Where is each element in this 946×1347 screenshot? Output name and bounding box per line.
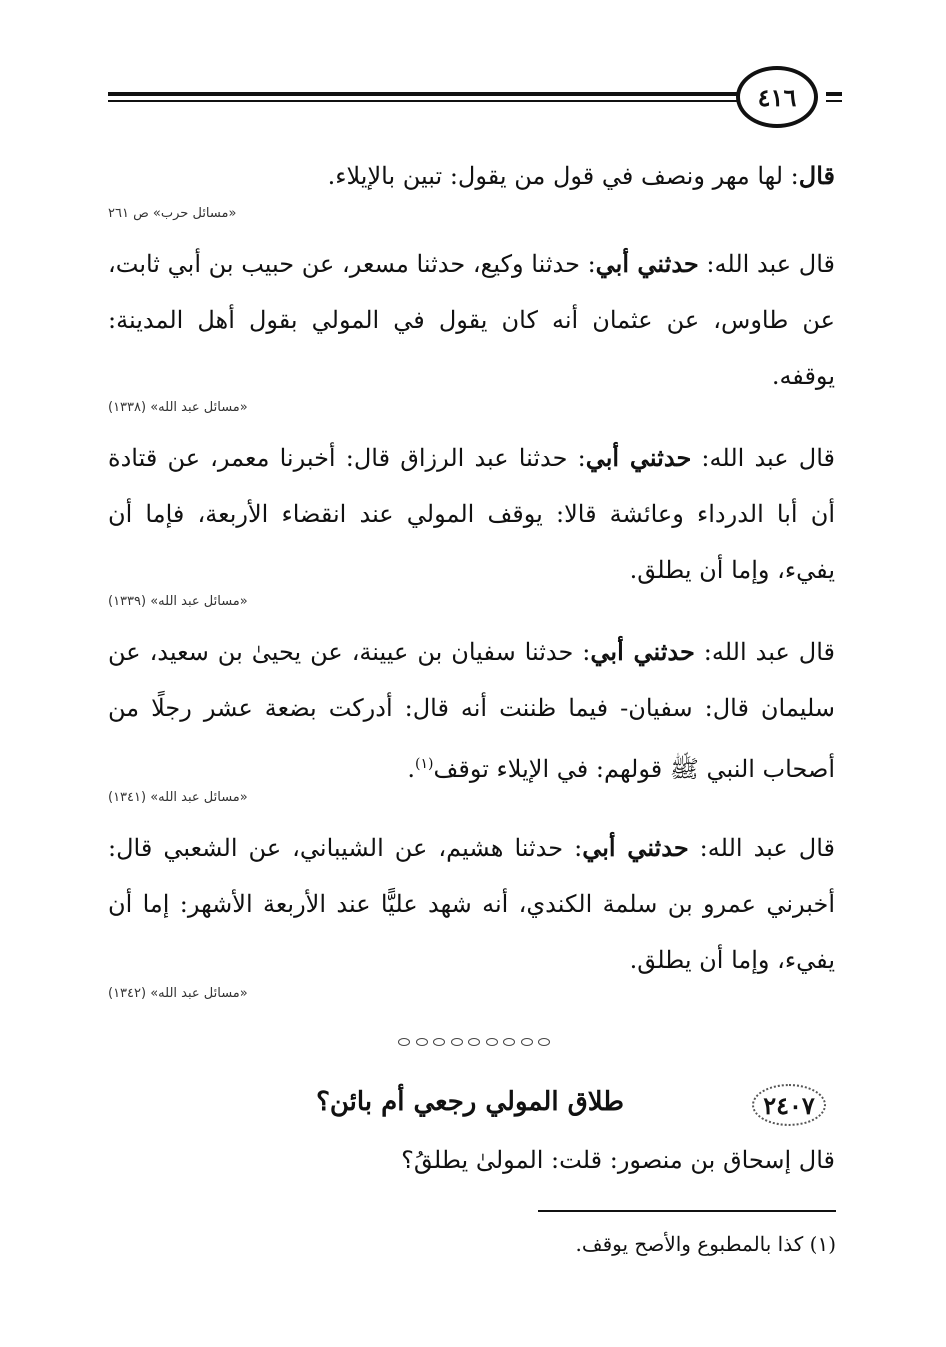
entry-lead: قال عبد الله: bbox=[698, 250, 835, 278]
entry-1 bbox=[108, 148, 835, 204]
entry-4 bbox=[108, 624, 835, 797]
entry-text: : حدثنا عبد الرزاق قال: أخبرنا معمر، عن قتادة أن أبا الدرداء وعائشة قالا: يوقف المولي عند انقضاء الأربعة، فإما أن يفيء، وإما أن يطلق. bbox=[108, 444, 835, 584]
entry-bold: حدثني أبي bbox=[585, 443, 692, 472]
entry-source: «مسائل عبد الله» (١٣٣٨) bbox=[108, 400, 248, 415]
entry-text: : حدثنا وكيع، حدثنا مسعر، عن حبيب بن أبي ثابت، عن طاوس، عن عثمان أنه كان يقول في المولي بقول أهل المدينة: يوقفه. bbox=[108, 250, 835, 390]
entry-text: : حدثنا هشيم، عن الشيباني، عن الشعبي قال: أخبرني عمرو بن سلمة الكندي، أنه شهد عليًّا عند الأربعة الأشهر: إما أن يفيء، وإما أن يطلق. bbox=[108, 834, 835, 974]
entry-bold: حدثني أبي bbox=[595, 249, 699, 278]
entry-3 bbox=[108, 430, 835, 598]
entry-lead: قال عبد الله: bbox=[694, 638, 835, 666]
entry-lead: قال عبد الله: bbox=[691, 444, 835, 472]
header-rule-right-thin bbox=[826, 100, 842, 102]
entry-source: «مسائل عبد الله» (١٣٤١) bbox=[108, 790, 248, 805]
footnote-ref[interactable]: (١) bbox=[415, 756, 434, 772]
entry-bold: حدثني أبي bbox=[582, 833, 689, 862]
footnote bbox=[300, 1226, 836, 1262]
entry-lead: قال bbox=[798, 161, 835, 190]
footnote-text: كذا بالمطبوع والأصح يوقف. bbox=[575, 1232, 804, 1256]
issue-text: قال إسحاق بن منصور: قلت: المولىٰ يطلقُ؟ bbox=[401, 1146, 835, 1174]
header-rule-right bbox=[826, 92, 842, 96]
issue-number-badge bbox=[744, 1082, 834, 1128]
entry-source: «مسائل عبد الله» (١٣٣٩) bbox=[108, 594, 248, 609]
footnote-marker: (١) bbox=[809, 1232, 836, 1256]
entry-text: : حدثنا سفيان بن عيينة، عن يحيىٰ بن سعيد، عن سليمان قال: سفيان- فيما ظننت أنه قال: أدركت بضعة عشر رجلًا من أصحاب النبي ﷺ قولهم: في الإيلاء توقف bbox=[108, 638, 836, 783]
header-rule bbox=[108, 92, 738, 96]
entry-5 bbox=[108, 820, 835, 988]
page-number: ٤١٦ bbox=[757, 82, 797, 112]
entry-bold: حدثني أبي bbox=[590, 637, 695, 666]
section-divider-ornament bbox=[398, 1036, 550, 1048]
footnote-rule bbox=[538, 1210, 836, 1212]
page-number-badge bbox=[736, 66, 818, 128]
issue-title: طلاق المولي رجعي أم بائن؟ bbox=[316, 1087, 624, 1117]
entry-source: «مسائل عبد الله» (١٣٤٢) bbox=[108, 986, 248, 1001]
header-rule-thin bbox=[108, 100, 738, 102]
entry-source: «مسائل حرب» ص ٢٦١ bbox=[108, 206, 237, 221]
entry-text: : لها مهر ونصف في قول من يقول: تبين بالإيلاء. bbox=[327, 162, 799, 190]
entry-lead: قال عبد الله: bbox=[688, 834, 835, 862]
entry-2 bbox=[108, 236, 835, 404]
issue-number: ٢٤٠٧ bbox=[763, 1090, 815, 1120]
entry-tail: . bbox=[407, 755, 416, 783]
